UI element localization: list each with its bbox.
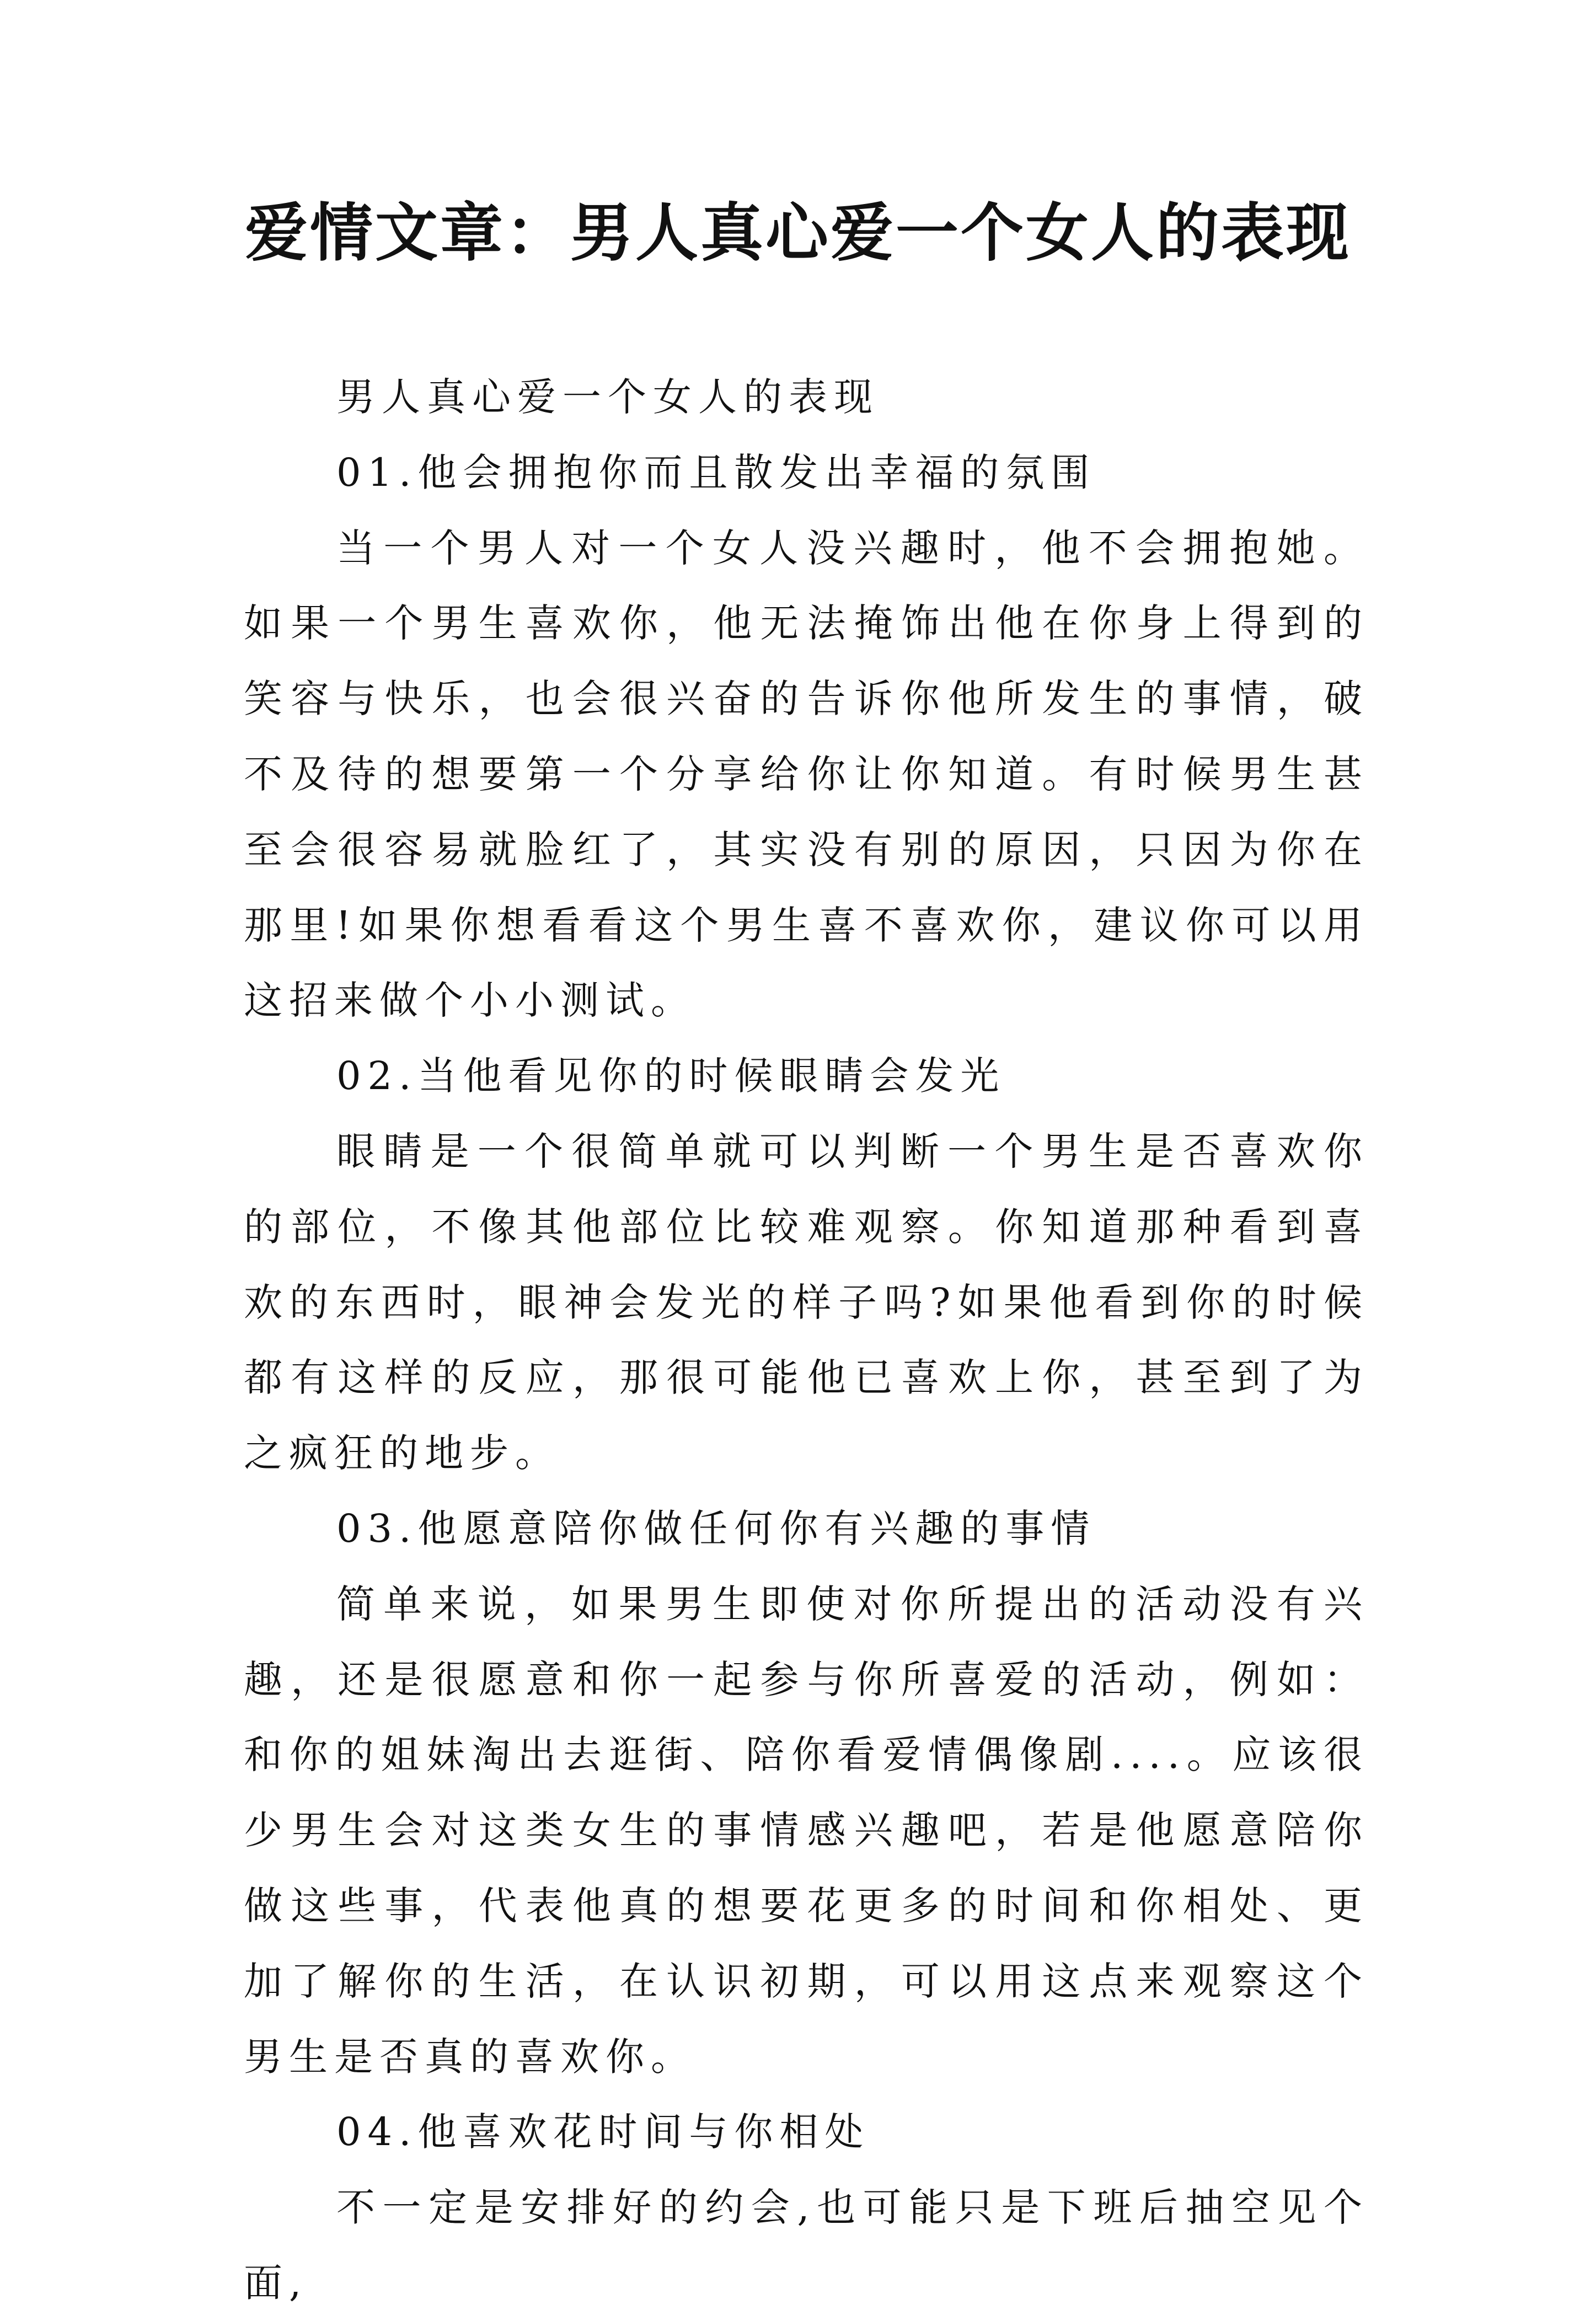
paragraph-subtitle: 男人真心爱一个女人的表现 bbox=[336, 374, 879, 420]
document-title: 爱情文章：男人真心爱一个女人的表现 bbox=[244, 196, 1351, 270]
paragraph-02: 眼睛是一个很简单就可以判断一个男生是否喜欢你的部位，不像其他部位比较难观察。你知道那种看到喜欢的东西时，眼神会发光的样子吗?如果他看到你的时候都有这样的反应，那很可能他已喜欢上你，甚至到了为之疯狂的地步。 bbox=[244, 1128, 1369, 1476]
section-heading-03: 03.他愿意陪你做任何你有兴趣的事情 bbox=[336, 1505, 1096, 1551]
section-heading-01: 01.他会拥抱你而且散发出幸福的氛围 bbox=[336, 449, 1096, 495]
paragraph-04: 不一定是安排好的约会,也可能只是下班后抽空见个面, bbox=[244, 2185, 1369, 2306]
document-body bbox=[244, 360, 1369, 2321]
section-heading-02: 02.当他看见你的时候眼睛会发光 bbox=[336, 1053, 1006, 1099]
paragraph-03: 简单来说，如果男生即使对你所提出的活动没有兴趣，还是很愿意和你一起参与你所喜爱的活动，例如：和你的姐妹淘出去逛街、陪你看爱情偶像剧....。应该很少男生会对这类女生的事情感兴趣吧，若是他愿意陪你做这些事，代表他真的想要花更多的时间和你相处、更加了解你的生活，在认识初期，可以用这点来观察这个男生是否真的喜欢你。 bbox=[244, 1581, 1369, 2079]
paragraph-01: 当一个男人对一个女人没兴趣时，他不会拥抱她。如果一个男生喜欢你，他无法掩饰出他在你身上得到的笑容与快乐，也会很兴奋的告诉你他所发生的事情，破不及待的想要第一个分享给你让你知道。有时候男生甚至会很容易就脸红了，其实没有别的原因，只因为你在那里!如果你想看看这个男生喜不喜欢你，建议你可以用这招来做个小小测试。 bbox=[244, 525, 1369, 1023]
section-heading-04: 04.他喜欢花时间与你相处 bbox=[336, 2109, 870, 2155]
